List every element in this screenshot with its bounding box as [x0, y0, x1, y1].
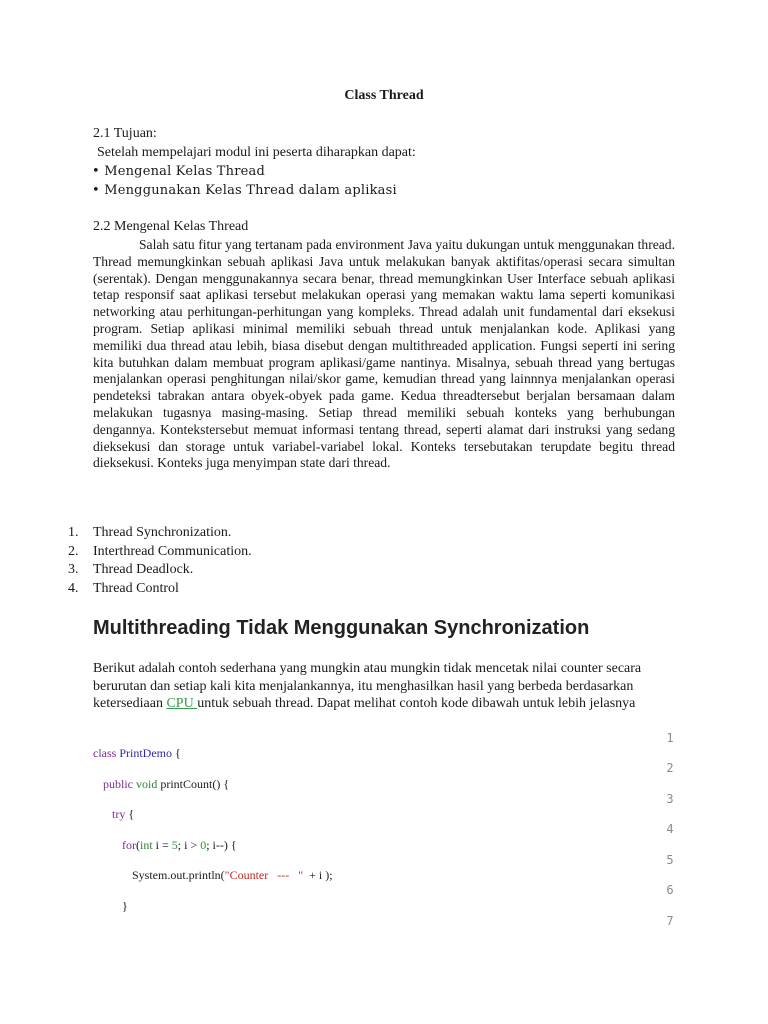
- section-heading: Multithreading Tidak Menggunakan Synchronization: [93, 617, 590, 639]
- code-keyword: try: [112, 807, 126, 821]
- line-number: 2: [666, 761, 674, 775]
- list-number: 2.: [68, 543, 79, 559]
- line-number: 4: [666, 822, 674, 836]
- code-text: i =: [152, 838, 172, 852]
- bullet-item: • Mengenal Kelas Thread: [92, 164, 265, 179]
- intro-text: Berikut adalah contoh sederhana yang mungkin atau mungkin tidak mencetak nilai counter secara berurutan dan setiap kali kita menjalankannya, itu menghasilkan hasil yang berbeda berdasarkan ketersediaan: [93, 661, 642, 711]
- list-number: 4.: [68, 581, 79, 597]
- intro-paragraph: [93, 660, 673, 713]
- section-2-1-heading: 2.1 Tujuan:: [93, 126, 157, 141]
- code-text: + i );: [303, 868, 333, 882]
- section-2-2-heading: 2.2 Mengenal Kelas Thread: [93, 219, 249, 234]
- list-text: Thread Deadlock.: [93, 562, 194, 578]
- code-text: ; i--) {: [206, 838, 237, 852]
- code-class-name: PrintDemo: [119, 746, 172, 760]
- list-text: Thread Control: [93, 581, 179, 597]
- code-number: 0: [200, 838, 207, 852]
- intro-text-continued: untuk sebuah thread. Dapat melihat contoh kode dibawah untuk lebih jelasnya: [197, 696, 636, 711]
- code-keyword: class: [93, 746, 120, 760]
- list-item: [68, 543, 252, 562]
- section-2-2-paragraph: [93, 237, 675, 472]
- code-text: {: [172, 746, 181, 760]
- list-text: Thread Synchronization.: [93, 525, 232, 540]
- list-number: 3.: [68, 562, 79, 578]
- code-keyword: public: [103, 777, 136, 791]
- document-title: Class Thread: [344, 88, 424, 103]
- bullet-item: • Menggunakan Kelas Thread dalam aplikasi: [92, 183, 397, 198]
- section-2-1-intro: Setelah mempelajari modul ini peserta diharapkan dapat:: [97, 145, 416, 160]
- list-item: [68, 524, 252, 543]
- list-item: [68, 561, 252, 580]
- code-line: [132, 868, 333, 883]
- code-text: printCount() {: [157, 777, 230, 791]
- list-number: 1.: [68, 525, 79, 540]
- code-type: void: [136, 777, 158, 791]
- numbered-list: [68, 524, 252, 599]
- code-text: ; i >: [177, 838, 201, 852]
- code-line: }: [122, 899, 128, 913]
- code-keyword: for: [122, 838, 136, 852]
- code-text: {: [125, 807, 135, 821]
- list-text: Interthread Communication.: [93, 543, 252, 559]
- code-string: "Counter --- ": [224, 868, 304, 882]
- cpu-link[interactable]: CPU: [166, 696, 198, 711]
- code-line: [93, 746, 181, 761]
- line-number: 3: [666, 792, 674, 806]
- code-line: [122, 838, 237, 853]
- line-number: 5: [666, 853, 674, 867]
- paragraph-text: Salah satu fitur yang tertanam pada environment Java yaitu dukungan untuk menggunakan thread. Thread memungkinkan sebuah aplikasi Java untuk melakukan banyak aktifitas/operasi secara simultan (serentak). Dengan menggunakannya secara benar, thread memungkinkan User Interface sebuah aplikasi tetap responsif saat aplikasi tersebut melakukan operasi yang memakan waktu lama seperti komunikasi networking atau perhitungan-perhitungan yang kompleks. Thread adalah unit fundamental dari eksekusi program. Setiap aplikasi minimal memiliki sebuah thread untuk menjalankan kode. Aplikasi yang memiliki dua thread atau lebih, biasa disebut dengan multithreaded application. Fungsi seperti ini sering kita butuhkan dalam membuat program aplikasi/game nantinya. Misalnya, sebuah thread yang bertugas menjalankan operasi penghitungan nilai/skor game, kemudian thread yang lainnnya menjalankan operasi pendeteksi tabrakan antara obyek-obyek pada game. Kedua threadtersebut berjalan bersamaan dalam melakukan tugasnya masing-masing. Setiap thread memiliki sebuah konteks yang berhubungan dengannya. Kontekstersebut memuat informasi tentang thread, seperti alamat dari instruksi yang sedang dieksekusi dan storage untuk variabel-variabel lokal. Konteks tersebutakan terupdate begitu thread dieksekusi. Konteks juga menyimpan state dari thread.: [93, 237, 675, 471]
- list-item: [68, 580, 252, 599]
- code-text: (: [136, 838, 140, 852]
- code-line: [103, 777, 229, 792]
- code-type: int: [140, 838, 153, 852]
- line-number: 7: [666, 914, 674, 928]
- line-number: 6: [666, 883, 674, 897]
- code-line: [112, 807, 134, 822]
- code-text: System.out.println(: [132, 868, 225, 882]
- line-number: 1: [666, 731, 674, 745]
- code-number: 5: [171, 838, 178, 852]
